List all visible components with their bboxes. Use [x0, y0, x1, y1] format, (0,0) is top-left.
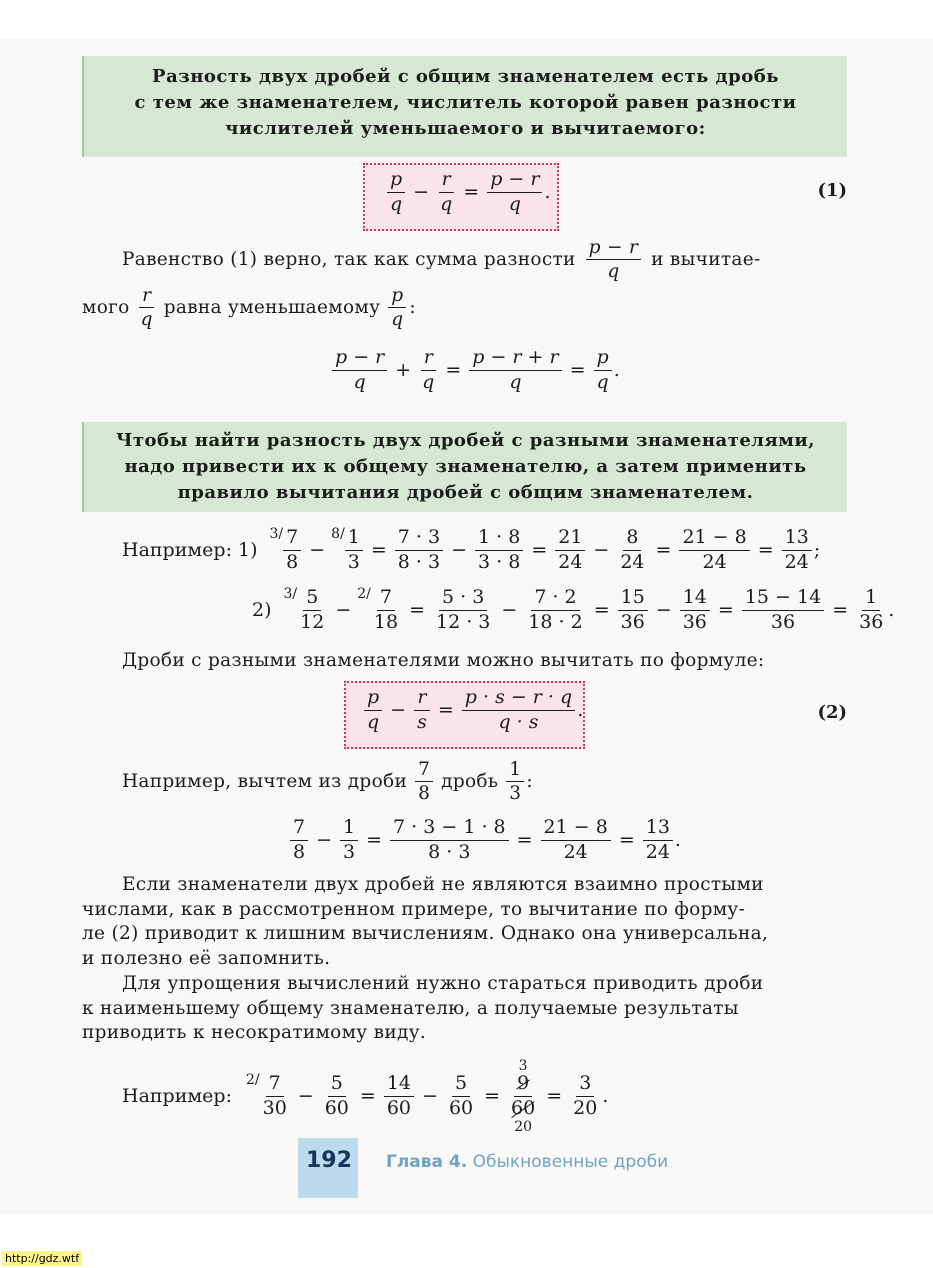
fraction: $\frac{7}{18}$: [373, 586, 399, 633]
watermark-link[interactable]: http://gdz.wtf: [2, 1251, 82, 1266]
fraction: $\frac{5}{60}$: [448, 1072, 474, 1119]
fraction: $\frac{13}{24}$: [782, 528, 812, 573]
fraction: $\frac{1}{3}$: [345, 528, 363, 573]
fraction: $\frac{1}{3}$: [340, 818, 358, 863]
fraction: $\frac{p}{q}$: [388, 286, 406, 330]
fraction: $\frac{7}{8}$: [415, 760, 433, 804]
equation-3: $\frac{7}{8}$ − $\frac{1}{3}$ = $\frac{7 \cdot 3 - 1 \cdot 8}{8 \cdot 3}$ = $\frac{21 - 8}{24}$ = $\frac{13}{24}$ .: [288, 818, 681, 863]
rule-line: с тем же знаменателем, числитель которой равен разности: [134, 92, 797, 113]
rule-box-same-denominator: [82, 56, 847, 157]
fraction: $\frac{8}{24}$: [620, 526, 645, 573]
text: равна уменьшаемому: [163, 297, 381, 319]
fraction: $\frac{21 - 8}{24}$: [541, 818, 611, 863]
rule-box-different-denominators: [82, 422, 847, 512]
fraction: $\frac{p - r}{q}$: [586, 238, 641, 282]
formula-1: $\frac{p}{q}$ − $\frac{r}{q}$ = $\frac{p - r}{q}$ .: [385, 170, 550, 215]
fraction: $\frac{r}{s}$: [414, 688, 430, 733]
fraction: $\frac{9}{60}$: [511, 1072, 536, 1119]
fraction: $\frac{7 \cdot 3}{8 \cdot 3}$: [395, 528, 443, 573]
rule-line: Разность двух дробей с общим знаменателем есть дробь: [152, 66, 779, 87]
fraction: $\frac{5}{12}$: [300, 586, 325, 633]
fraction: $\frac{3}{20}$: [573, 1072, 598, 1119]
fraction: $\frac{1}{36}$: [859, 586, 884, 633]
rule-line: надо привести их к общему знаменателю, а затем применить: [124, 456, 807, 477]
formula-2: $\frac{p}{q}$ − $\frac{r}{s}$ = $\frac{p \cdot s - r \cdot q}{q \cdot s}$ .: [362, 688, 583, 733]
rule-line: Чтобы найти разность двух дробей с разными знаменателями,: [115, 430, 816, 451]
fraction: $\frac{r}{q}$: [140, 284, 153, 331]
rule-line: числителей уменьшаемого и вычитаемого:: [225, 118, 706, 139]
text: Равенство (1) верно, так как сумма разности: [122, 249, 576, 271]
paragraph-5: Для упрощения вычислений нужно стараться приводить дроби к наименьшему общему знаменателю, а получаемые результаты приводить к несократимому виду.: [82, 973, 764, 1043]
fraction: $\frac{p}{q}$: [364, 688, 382, 733]
fraction: $\frac{7 \cdot 2}{18 \cdot 2}$: [528, 586, 583, 633]
fraction: $\frac{7}{8}$: [283, 528, 301, 573]
fraction: $\frac{r}{q}$: [422, 346, 435, 393]
chapter-title: Глава 4. Обыкновенные дроби: [386, 1152, 669, 1172]
fraction: $\frac{7}{30}$: [262, 1072, 287, 1119]
equation-number: (2): [817, 702, 847, 723]
example-1: Например: 1) 3/ $\frac{7}{8}$ − 8/ $\frac{1}{3}$ = $\frac{7 \cdot 3}{8 \cdot 3}$ − $\frac{1 \cdot 8}{3 \cdot 8}$ = $\frac{21}{24}$ − $\frac{8}{24}$ = $\frac{21 - 8}{24}$ = $\frac{13}{24}$ ;: [122, 526, 821, 573]
fraction: $\frac{p - r}{q}$: [487, 170, 542, 215]
fraction: $\frac{7}{8}$: [290, 818, 308, 863]
paragraph-3: Например, вычтем из дроби $\frac{7}{8}$ дробь $\frac{1}{3}$ :: [122, 759, 533, 805]
text: мого: [82, 297, 130, 319]
fraction: $\frac{r}{q}$: [440, 168, 453, 215]
fraction: $\frac{15}{36}$: [618, 588, 648, 633]
fraction: $\frac{7 \cdot 3 - 1 \cdot 8}{8 \cdot 3}$: [390, 818, 509, 863]
paragraph-4: Если знаменатели двух дробей не являются взаимно простыми числами, как в рассмотренном примере, то вычитание по форму- ле (2) приводит к лишним вычислениям. Однако она универсальна, и полезно её запомнить.: [82, 874, 769, 969]
page-number: 192: [306, 1148, 352, 1173]
rule-line: правило вычитания дробей с общим знаменателем.: [177, 482, 754, 503]
fraction: $\frac{1}{3}$: [506, 760, 524, 804]
fraction: $\frac{14}{60}$: [384, 1074, 414, 1119]
fraction: $\frac{p}{q}$: [387, 170, 405, 215]
fraction: $\frac{p}{q}$: [594, 348, 612, 393]
example-2: 2) 3/ $\frac{5}{12}$ − 2/ $\frac{7}{18}$ = $\frac{5 \cdot 3}{12 \cdot 3}$ − $\frac{7 \cdot 2}{18 \cdot 2}$ = $\frac{15}{36}$ − $\frac{14}{36}$ = $\frac{15 - 14}{36}$ = $\frac{1}{36}$ .: [252, 586, 895, 633]
example-3: Например: 2/ $\frac{7}{30}$ − $\frac{5}{60}$ = $\frac{14}{60}$ − $\frac{5}{60}$ = 3 $\frac{9}{60}$ 20 = $\frac{3}{20}$ .: [122, 1058, 609, 1135]
fraction: $\frac{21}{24}$: [555, 528, 585, 573]
fraction: $\frac{5}{60}$: [324, 1072, 349, 1119]
fraction: $\frac{5 \cdot 3}{12 \cdot 3}$: [435, 586, 491, 633]
fraction: $\frac{p - r}{q}$: [332, 348, 387, 393]
reduced-fraction: 3 $\frac{9}{60}$ 20: [506, 1058, 540, 1135]
fraction: $\frac{21 - 8}{24}$: [679, 528, 749, 573]
text: и вычитае-: [651, 249, 761, 271]
fraction: $\frac{p - r + r}{q}$: [469, 348, 561, 393]
fraction: $\frac{1 \cdot 8}{3 \cdot 8}$: [475, 528, 523, 573]
paragraph-2: Дроби с разными знаменателями можно вычитать по формуле:: [122, 650, 765, 671]
fraction: $\frac{15 - 14}{36}$: [742, 588, 824, 633]
equation-number: (1): [817, 180, 847, 201]
fraction: $\frac{13}{24}$: [643, 818, 673, 863]
equation-check: $\frac{p - r}{q}$ + $\frac{r}{q}$ = $\frac{p - r + r}{q}$ = $\frac{p}{q}$ .: [330, 348, 620, 393]
paragraph-1: Равенство (1) верно, так как сумма разности $\frac{p - r}{q}$ и вычитае- мого $\frac{r}{q}$ равна уменьшаемому $\frac{p}{q}$ :: [82, 237, 761, 331]
fraction: $\frac{14}{36}$: [680, 588, 710, 633]
fraction: $\frac{p \cdot s - r \cdot q}{q \cdot s}$: [462, 688, 575, 733]
